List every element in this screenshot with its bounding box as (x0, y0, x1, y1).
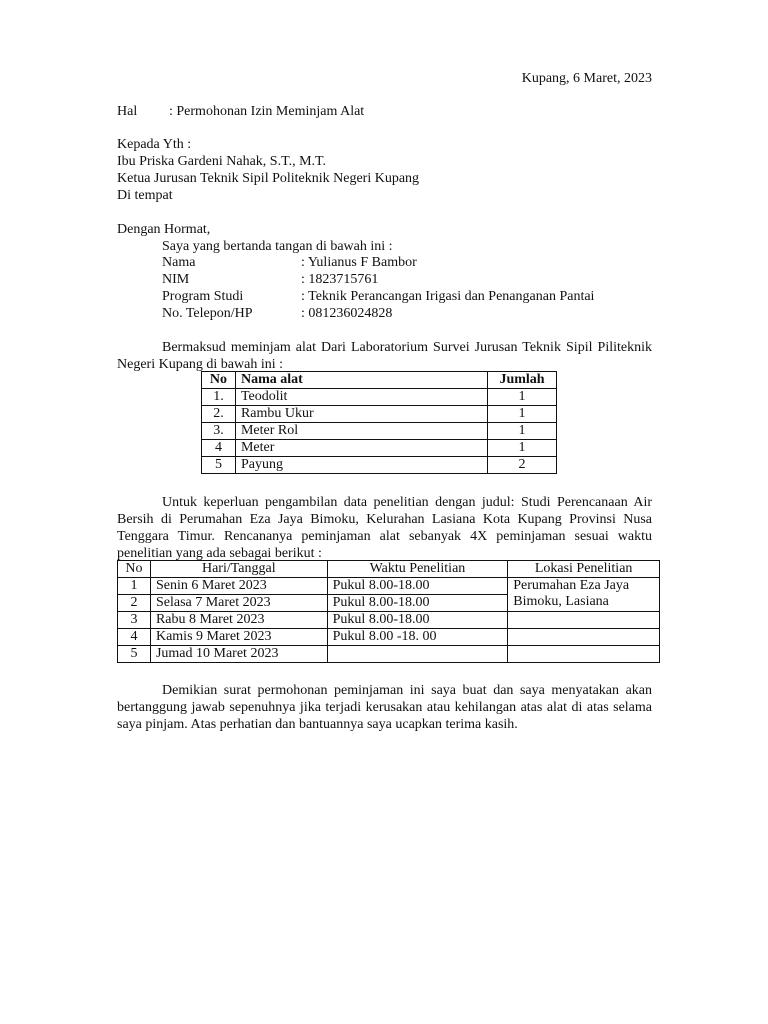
table-row (118, 629, 660, 646)
identity-value: : 1823715761 (301, 272, 379, 287)
paragraph-closing: Demikian surat permohonan peminjaman ini saya buat dan saya menyatakan akan bertanggung jawab sepenuhnya jika terjadi kerusakan atau kehilangan atas alat di atas selama saya pinjam. Atas perhatian dan bantuannya saya ucapkan terima kasih. (117, 683, 652, 732)
table-cell (508, 629, 660, 646)
table-cell: 5 (202, 457, 236, 474)
table-cell: 2 (118, 595, 151, 612)
table-cell: 1 (118, 578, 151, 595)
table-cell: Jumad 10 Maret 2023 (150, 646, 327, 663)
column-header: Jumlah (488, 372, 557, 389)
paragraph-purpose: Untuk keperluan pengambilan data penelitian dengan judul: Studi Perencanaan Air Bersih di Perumahan Eza Jaya Bimoku, Kelurahan Lasiana Kota Kupang Provinsi Nusa Tenggara Timur. Rencananya peminjaman alat sebanyak 4X peminjaman sesuai waktu penelitian yang ada sebagai berikut : (117, 495, 652, 561)
table-cell (327, 646, 508, 663)
location-line: Bimoku, Lasiana (513, 594, 609, 609)
identity-value: : Teknik Perancangan Irigasi dan Penanganan Pantai (301, 289, 595, 304)
table-cell: 3 (118, 612, 151, 629)
tools-table (201, 371, 557, 474)
column-header: No (118, 561, 151, 578)
table-cell: 3. (202, 423, 236, 440)
table-cell: 5 (118, 646, 151, 663)
table-row (202, 457, 557, 474)
table-cell: Pukul 8.00-18.00 (327, 612, 508, 629)
table-cell: 1 (488, 406, 557, 423)
table-cell: 2 (488, 457, 557, 474)
table-cell: 2. (202, 406, 236, 423)
paragraph-borrow: Bermaksud meminjam alat Dari Laboratorium Survei Jurusan Teknik Sipil Piliteknik Negeri Kupang di bawah ini : (117, 340, 652, 372)
column-header: Waktu Penelitian (327, 561, 508, 578)
identity-value: : Yulianus F Bambor (301, 255, 417, 270)
subject-label: Hal (117, 104, 138, 119)
column-header: Hari/Tanggal (150, 561, 327, 578)
table-cell: 1 (488, 423, 557, 440)
identity-label: NIM (162, 272, 190, 287)
table-cell: Kamis 9 Maret 2023 (150, 629, 327, 646)
table-cell: 1 (488, 389, 557, 406)
table-cell: Pukul 8.00-18.00 (327, 595, 508, 612)
column-header: No (202, 372, 236, 389)
table-row (118, 646, 660, 663)
table-cell: Meter Rol (235, 423, 487, 440)
table-cell: Rabu 8 Maret 2023 (150, 612, 327, 629)
table-cell: Meter (235, 440, 487, 457)
identity-label: Program Studi (162, 289, 244, 304)
table-cell: 1. (202, 389, 236, 406)
subject-value: : Permohonan Izin Meminjam Alat (169, 104, 365, 119)
table-row (118, 578, 660, 595)
table-row (202, 389, 557, 406)
table-row (202, 440, 557, 457)
table-row (202, 406, 557, 423)
recipient-place: Di tempat (117, 188, 173, 203)
column-header: Nama alat (235, 372, 487, 389)
table-cell: Selasa 7 Maret 2023 (150, 595, 327, 612)
location-line: Perumahan Eza Jaya (513, 578, 630, 593)
table-cell (508, 612, 660, 629)
location-cell (508, 578, 660, 612)
intro-line: Saya yang bertanda tangan di bawah ini : (162, 239, 393, 254)
table-cell: Teodolit (235, 389, 487, 406)
table-cell: Pukul 8.00-18.00 (327, 578, 508, 595)
greeting: Dengan Hormat, (117, 222, 211, 237)
recipient-name: Ibu Priska Gardeni Nahak, S.T., M.T. (117, 154, 327, 169)
table-header-row (118, 561, 660, 578)
table-row (118, 612, 660, 629)
identity-value: : 081236024828 (301, 306, 393, 321)
table-cell: Pukul 8.00 -18. 00 (327, 629, 508, 646)
identity-label: Nama (162, 255, 196, 270)
schedule-table (117, 560, 660, 663)
table-cell: Senin 6 Maret 2023 (150, 578, 327, 595)
identity-label: No. Telepon/HP (162, 306, 253, 321)
table-cell: 4 (202, 440, 236, 457)
recipient-title: Ketua Jurusan Teknik Sipil Politeknik Negeri Kupang (117, 171, 420, 186)
table-cell (508, 646, 660, 663)
place-date: Kupang, 6 Maret, 2023 (521, 71, 652, 86)
column-header: Lokasi Penelitian (508, 561, 660, 578)
table-header-row (202, 372, 557, 389)
table-cell: Rambu Ukur (235, 406, 487, 423)
recipient-line: Kepada Yth : (117, 137, 192, 152)
table-cell: 4 (118, 629, 151, 646)
table-row (202, 423, 557, 440)
table-cell: Payung (235, 457, 487, 474)
table-cell: 1 (488, 440, 557, 457)
